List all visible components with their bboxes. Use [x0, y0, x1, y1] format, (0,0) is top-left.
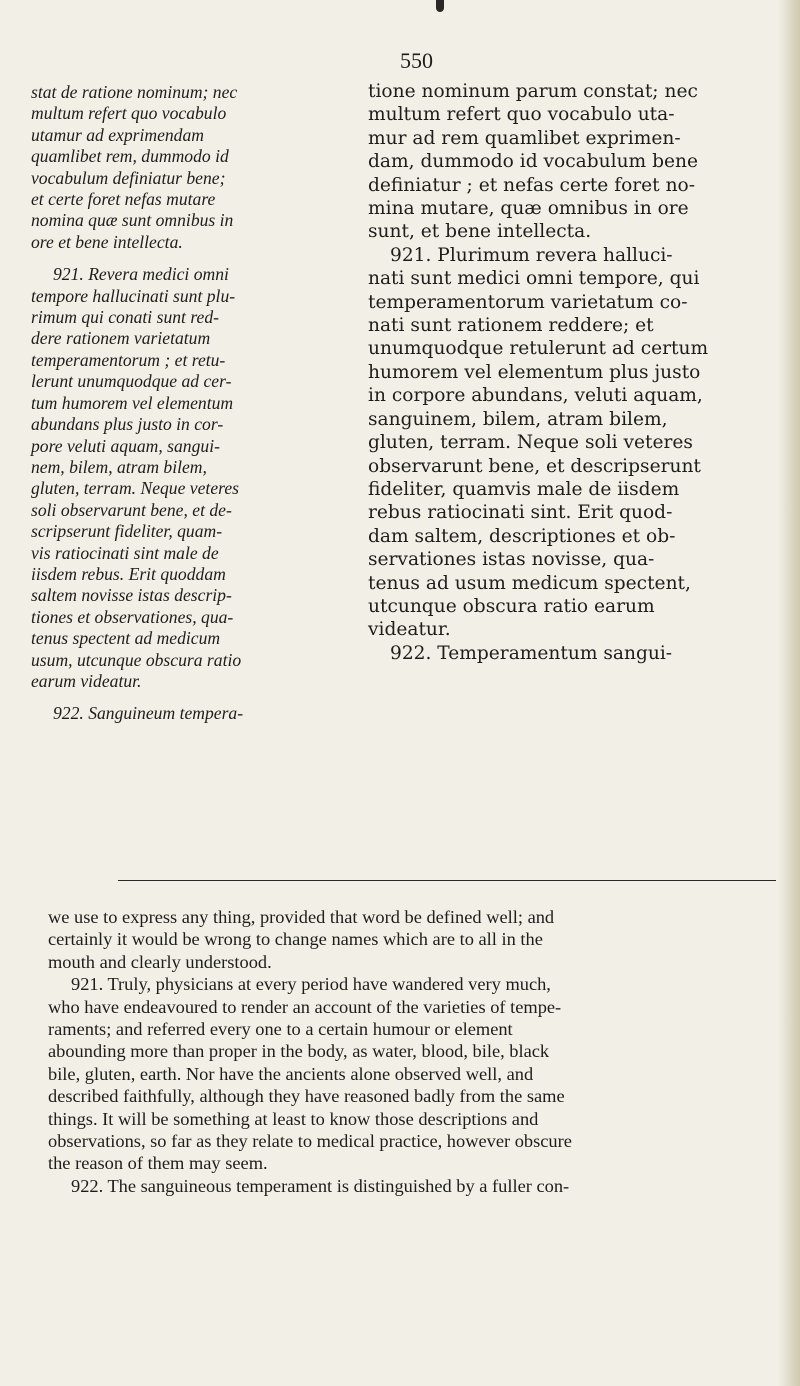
text-line: 922. The sanguineous temperament is distinguished by a fuller con- — [71, 1175, 570, 1196]
text-line: temperamentorum varietatum co- — [368, 291, 688, 313]
text-line: gluten, terram. Neque soli veteres — [368, 432, 693, 454]
text-line: raments; and referred every one to a certain humour or element — [48, 1019, 513, 1040]
text-line: sanguinem, bilem, atram bilem, — [368, 408, 668, 430]
text-line: who have endeavoured to render an account of the varieties of tempe- — [48, 996, 562, 1017]
text-line: we use to express any thing, provided that word be defined well; and — [48, 907, 555, 927]
text-line: definiatur ; et nefas certe foret no- — [368, 174, 696, 196]
text-line: 921. Revera medici omni — [53, 264, 229, 285]
text-line: videatur. — [368, 619, 451, 641]
text-line: iisdem rebus. Erit quoddam — [31, 563, 226, 584]
right-intro — [368, 80, 780, 244]
text-line: multum refert quo vocabulo uta- — [368, 104, 675, 126]
text-line: 922. Sanguineum tempera- — [53, 703, 244, 724]
text-line: lerunt unumquodque ad cer- — [31, 371, 232, 392]
text-line: bile, gluten, earth. Nor have the ancients alone observed well, and — [48, 1063, 534, 1084]
text-line: soli observarunt bene, et de- — [31, 499, 232, 520]
latin-column-left — [31, 82, 353, 725]
text-line: mur ad rem quamlibet exprimen- — [368, 127, 681, 149]
text-line: scripserunt fideliter, quam- — [31, 521, 223, 542]
text-line: mina mutare, quæ omnibus in ore — [368, 198, 689, 220]
text-line: pore veluti aquam, sangui- — [31, 435, 220, 456]
text-line: observations, so far as they relate to medical practice, however obscure — [48, 1131, 572, 1152]
text-line: gluten, terram. Neque veteres — [31, 478, 239, 499]
text-line: servationes istas novisse, qua- — [368, 549, 655, 571]
text-line: multum refert quo vocabulo — [31, 103, 227, 124]
text-line: abundans plus justo in cor- — [31, 414, 224, 435]
page-number: 550 — [400, 48, 433, 73]
text-line: tenus ad usum medicum spectent, — [368, 572, 691, 594]
text-line: saltem novisse istas descrip- — [31, 585, 232, 606]
text-line: stat de ratione nominum; nec — [31, 82, 238, 102]
text-line: utamur ad exprimendam — [31, 124, 204, 145]
left-paragraph-921 — [31, 264, 353, 692]
text-line: 922. Temperamentum sangui- — [390, 642, 673, 664]
text-line: dere rationem varietatum — [31, 328, 211, 349]
text-line: things. It will be something at least to know those descriptions and — [48, 1108, 539, 1129]
text-line: tenus spectent ad medicum — [31, 628, 221, 649]
translation-intro — [48, 906, 783, 973]
text-line: 921. Plurimum revera halluci- — [390, 244, 673, 266]
text-line: sunt, et bene intellecta. — [368, 221, 592, 243]
text-line: observarunt bene, et descripserunt — [368, 455, 701, 477]
text-line: mouth and clearly understood. — [48, 951, 272, 972]
text-line: tempore hallucinati sunt plu- — [31, 285, 236, 306]
page-edge-shading — [778, 0, 800, 1386]
right-paragraph-921 — [368, 244, 780, 642]
top-ink-mark — [436, 0, 444, 12]
text-line: nati sunt rationem reddere; et — [368, 315, 654, 337]
text-line: the reason of them may seem. — [48, 1153, 268, 1174]
text-line: 921. Truly, physicians at every period have wandered very much, — [71, 974, 551, 995]
text-line: et certe foret nefas mutare — [31, 189, 216, 210]
text-line: dam, dummodo id vocabulum bene — [368, 151, 698, 173]
text-line: tione nominum parum constat; nec — [368, 81, 698, 102]
text-line: described faithfully, although they have reasoned badly from the same — [48, 1086, 565, 1107]
left-paragraph-922 — [31, 703, 353, 724]
latin-column-right — [368, 80, 780, 665]
text-line: in corpore abundans, veluti aquam, — [368, 385, 703, 407]
text-line: vis ratiocinati sint male de — [31, 542, 219, 563]
translation-paragraph-921 — [48, 973, 783, 1175]
text-line: fideliter, quamvis male de iisdem — [368, 478, 680, 500]
text-line: utcunque obscura ratio earum — [368, 595, 655, 617]
english-translation — [48, 906, 783, 1197]
text-line: quamlibet rem, dummodo id — [31, 146, 229, 167]
text-line: nem, bilem, atram bilem, — [31, 456, 207, 477]
text-line: abounding more than proper in the body, as water, blood, bile, black — [48, 1041, 550, 1062]
text-line: tum humorem vel elementum — [31, 392, 234, 413]
left-intro — [31, 82, 353, 253]
text-line: dam saltem, descriptiones et ob- — [368, 525, 676, 547]
text-line: certainly it would be wrong to change names which are to all in the — [48, 929, 543, 950]
text-line: unumquodque retulerunt ad certum — [368, 338, 709, 360]
text-line: rebus ratiocinati sint. Erit quod- — [368, 502, 673, 524]
right-paragraph-922 — [368, 642, 780, 665]
text-line: nomina quæ sunt omnibus in — [31, 210, 234, 231]
text-line: ore et bene intellecta. — [31, 231, 183, 252]
text-line: temperamentorum ; et retu- — [31, 349, 226, 370]
text-line: usum, utcunque obscura ratio — [31, 649, 242, 670]
text-line: vocabulum definiatur bene; — [31, 167, 226, 188]
translation-paragraph-922 — [48, 1175, 783, 1197]
footnote-divider — [118, 880, 776, 881]
text-line: humorem vel elementum plus justo — [368, 361, 701, 383]
text-line: earum videatur. — [31, 670, 142, 691]
text-line: nati sunt medici omni tempore, qui — [368, 268, 700, 290]
text-line: tiones et observationes, qua- — [31, 606, 234, 627]
text-line: rimum qui conati sunt red- — [31, 307, 219, 328]
